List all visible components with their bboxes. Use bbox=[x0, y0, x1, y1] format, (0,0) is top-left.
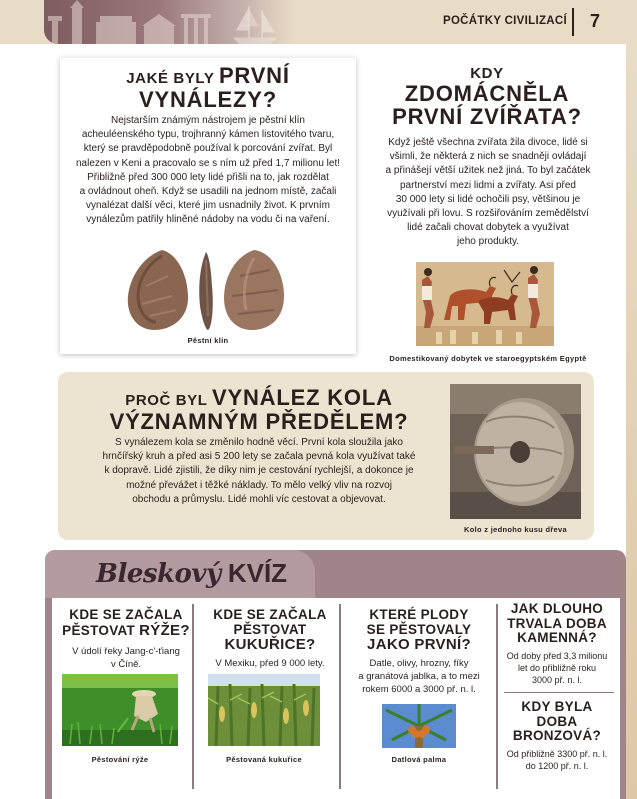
wooden-wheel-photo bbox=[450, 384, 581, 519]
bronze-age-answer-line: Od přibližně 3300 př. n. l. bbox=[506, 748, 608, 759]
corn-question-line2: PĚSTOVAT bbox=[233, 621, 307, 637]
quiz-rice bbox=[58, 608, 194, 671]
quiz-title-caps: KVÍZ bbox=[227, 558, 288, 588]
inventions-body bbox=[60, 114, 356, 228]
corn-question-line1: KDE SE ZAČALA bbox=[213, 607, 327, 622]
quiz-bronze-age bbox=[500, 700, 614, 772]
inventions-line: Přibližně před 300 000 lety lidé přišli na to, jak rozdělat bbox=[87, 171, 329, 183]
stone-age-answer bbox=[500, 650, 614, 686]
crops-question-line1: KTERÉ PLODY bbox=[369, 607, 469, 622]
inventions-line: který se pravděpodobně používal k porcování zvířat. Byl bbox=[83, 143, 333, 155]
corn-answer-line: V Mexiku, před 9 000 lety. bbox=[215, 658, 325, 670]
crops-question-emphasis: JAKO PRVNÍ? bbox=[367, 636, 471, 654]
rice-caption: Pěstování rýže bbox=[91, 755, 149, 764]
animals-line: Když ještě všechna zvířata žila divoce, lidé si bbox=[388, 137, 588, 148]
quiz-corn bbox=[198, 608, 342, 670]
crops-answer-line: rokem 6000 a 3000 př. n. l. bbox=[362, 684, 476, 696]
page-number: 7 bbox=[590, 11, 601, 31]
stone-age-question-line2: TRVALA DOBA bbox=[507, 615, 607, 631]
corn-question-emphasis: KUKUŘICE? bbox=[224, 636, 316, 654]
crops-answer bbox=[346, 657, 492, 696]
bronze-age-question-line2: BRONZOVÁ? bbox=[512, 728, 602, 744]
inventions-title-line2: VYNÁLEZY? bbox=[139, 86, 277, 112]
quiz-column-separator bbox=[496, 604, 498, 789]
corn-field-illustration bbox=[208, 674, 320, 746]
stone-age-question-line3: KAMENNÁ? bbox=[517, 630, 597, 646]
animals-line: jeho produkty. bbox=[456, 236, 520, 248]
corn-photo bbox=[208, 674, 320, 746]
wheel-caption: Kolo z jednoho kusu dřeva bbox=[464, 525, 567, 534]
rice-question-line1: KDE SE ZAČALA bbox=[69, 607, 183, 622]
inventions-title-prefix: JAKÉ BYLY bbox=[126, 70, 219, 87]
wooden-wheel-illustration bbox=[450, 384, 581, 519]
animals-line: 30 000 lety si lidé ochočili psy, většinou je bbox=[395, 193, 581, 205]
inventions-line: nalezen v Keni a pracovalo se s ním už před 1,7 milionu let! bbox=[75, 157, 341, 169]
rice-answer-line: V údolí řeky Jang-c'-ťiang bbox=[72, 645, 180, 657]
bronze-age-answer bbox=[500, 748, 614, 772]
rice-field-illustration bbox=[62, 674, 178, 746]
bronze-age-question-line1: KDY BYLA DOBA bbox=[521, 699, 593, 729]
hand-axe-photo bbox=[124, 246, 294, 332]
stone-age-answer-line: 3000 př. n. l. bbox=[531, 674, 583, 685]
header-illustration bbox=[44, 0, 294, 44]
header-divider bbox=[572, 8, 574, 36]
quiz-row-separator bbox=[504, 692, 614, 693]
animals-line: lidé začali chovat dobytek a využívat bbox=[407, 222, 569, 234]
wheel-line: k dopravě. Lidé zjistili, že díky nim je cestování rychlejší, a dokonce je bbox=[104, 465, 414, 477]
date-palm-photo bbox=[382, 704, 456, 748]
rice-photo bbox=[62, 674, 178, 746]
corn-caption: Pěstovaná kukuřice bbox=[226, 755, 302, 764]
inventions-line: acheuléenského typu, trojhranný kámen listovitého tvaru, bbox=[81, 129, 335, 141]
rice-question-line2: PĚSTOVAT bbox=[62, 622, 140, 638]
stone-age-answer-line: Od doby před 3,3 milionu bbox=[506, 650, 608, 661]
wheel-line: obchodu a průmyslu. Lidé mohli víc cestovat a objevovat. bbox=[132, 493, 386, 505]
animals-line: partnerství mezi lidmi a zvířaty. Asi před bbox=[400, 179, 576, 191]
animals-line: využívali při lovu. S rozšiřováním zemědělství bbox=[387, 208, 589, 220]
rice-question bbox=[58, 608, 194, 639]
inventions-title-emphasis: PRVNÍ bbox=[218, 63, 290, 88]
section-title: POČÁTKY CIVILIZACÍ bbox=[442, 15, 567, 27]
animals-body bbox=[366, 136, 610, 250]
inventions-line: vynalézat další věci, které jim usnadnily život. K prvním bbox=[86, 200, 330, 212]
animals-line: a přinášejí větší užitek než jiná. To byl začátek bbox=[385, 165, 591, 177]
cattle-caption: Domestikovaný dobytek ve staroegyptském Egyptě bbox=[389, 354, 587, 363]
wheel-line: hrnčířský kruh a před asi 5 200 lety se začala pevná kola využívat také bbox=[102, 451, 416, 463]
quiz-content bbox=[52, 598, 620, 799]
quiz-title bbox=[96, 558, 287, 589]
inventions-line: a ovládnout oheň. Když se usadili na jednom místě, začali bbox=[79, 186, 337, 198]
crops-answer-line: a granátová jablka, a to mezi bbox=[358, 671, 480, 683]
egyptian-cattle-painting bbox=[416, 262, 554, 346]
inventions-title bbox=[60, 64, 356, 111]
wheel-line: možné převážet i těžké náklady. To mělo velký vliv na rozvoj bbox=[126, 479, 392, 491]
animals-line: všimli, že některá z nich se snadněji ovládají bbox=[389, 151, 587, 163]
rice-answer bbox=[58, 645, 194, 671]
bronze-age-answer-line: do 1200 př. n. l. bbox=[525, 760, 589, 771]
corn-answer bbox=[198, 657, 342, 670]
rice-answer-line: v Číně. bbox=[110, 658, 142, 670]
inventions-line: vynálezům patřily hliněné nádoby na vodu či na vaření. bbox=[86, 214, 330, 226]
crops-answer-line: Datle, olivy, hrozny, fíky bbox=[369, 658, 469, 670]
quiz-stone-age bbox=[500, 602, 614, 686]
hand-axe-caption: Pěstní klín bbox=[187, 336, 229, 345]
quiz-crops bbox=[346, 608, 492, 696]
animals-title-line2: ZDOMÁCNĚLA bbox=[404, 80, 570, 106]
animals-title-line3: PRVNÍ ZVÍŘATA? bbox=[392, 103, 582, 129]
wheel-title-line2: VÝZNAMNÝM PŘEDĚLEM? bbox=[109, 408, 409, 434]
stone-age-question bbox=[500, 602, 614, 646]
wheel-title-emphasis: VYNÁLEZ KOLA bbox=[212, 385, 393, 410]
stone-age-answer-line: let do přibližně roku bbox=[517, 662, 597, 673]
crops-question-line2: SE PĚSTOVALY bbox=[366, 621, 472, 637]
bronze-age-question bbox=[500, 700, 614, 744]
inventions-line: Nejstarším známým nástrojem je pěstní klín bbox=[111, 115, 305, 126]
date-palm-illustration bbox=[382, 704, 456, 748]
side-color-band bbox=[626, 44, 637, 799]
animals-title bbox=[372, 66, 602, 128]
animals-title-line1: KDY bbox=[470, 65, 504, 82]
stone-age-question-line1: JAK DLOUHO bbox=[510, 601, 604, 616]
crops-question bbox=[346, 608, 492, 653]
quiz-column-separator bbox=[192, 604, 194, 789]
wheel-title-prefix: PROČ BYL bbox=[125, 392, 213, 409]
wheel-title bbox=[70, 386, 448, 433]
wheel-body bbox=[70, 436, 448, 507]
quiz-column-separator bbox=[339, 604, 341, 789]
corn-question bbox=[198, 608, 342, 653]
quiz-title-script: Bleskový bbox=[96, 559, 221, 589]
rice-question-emphasis: RÝŽE? bbox=[139, 621, 190, 639]
wheel-line: S vynálezem kola se změnilo hodně věcí. První kola sloužila jako bbox=[115, 437, 403, 448]
ancient-skyline-illustration bbox=[44, 0, 294, 44]
date-palm-caption: Datlová palma bbox=[391, 755, 447, 764]
